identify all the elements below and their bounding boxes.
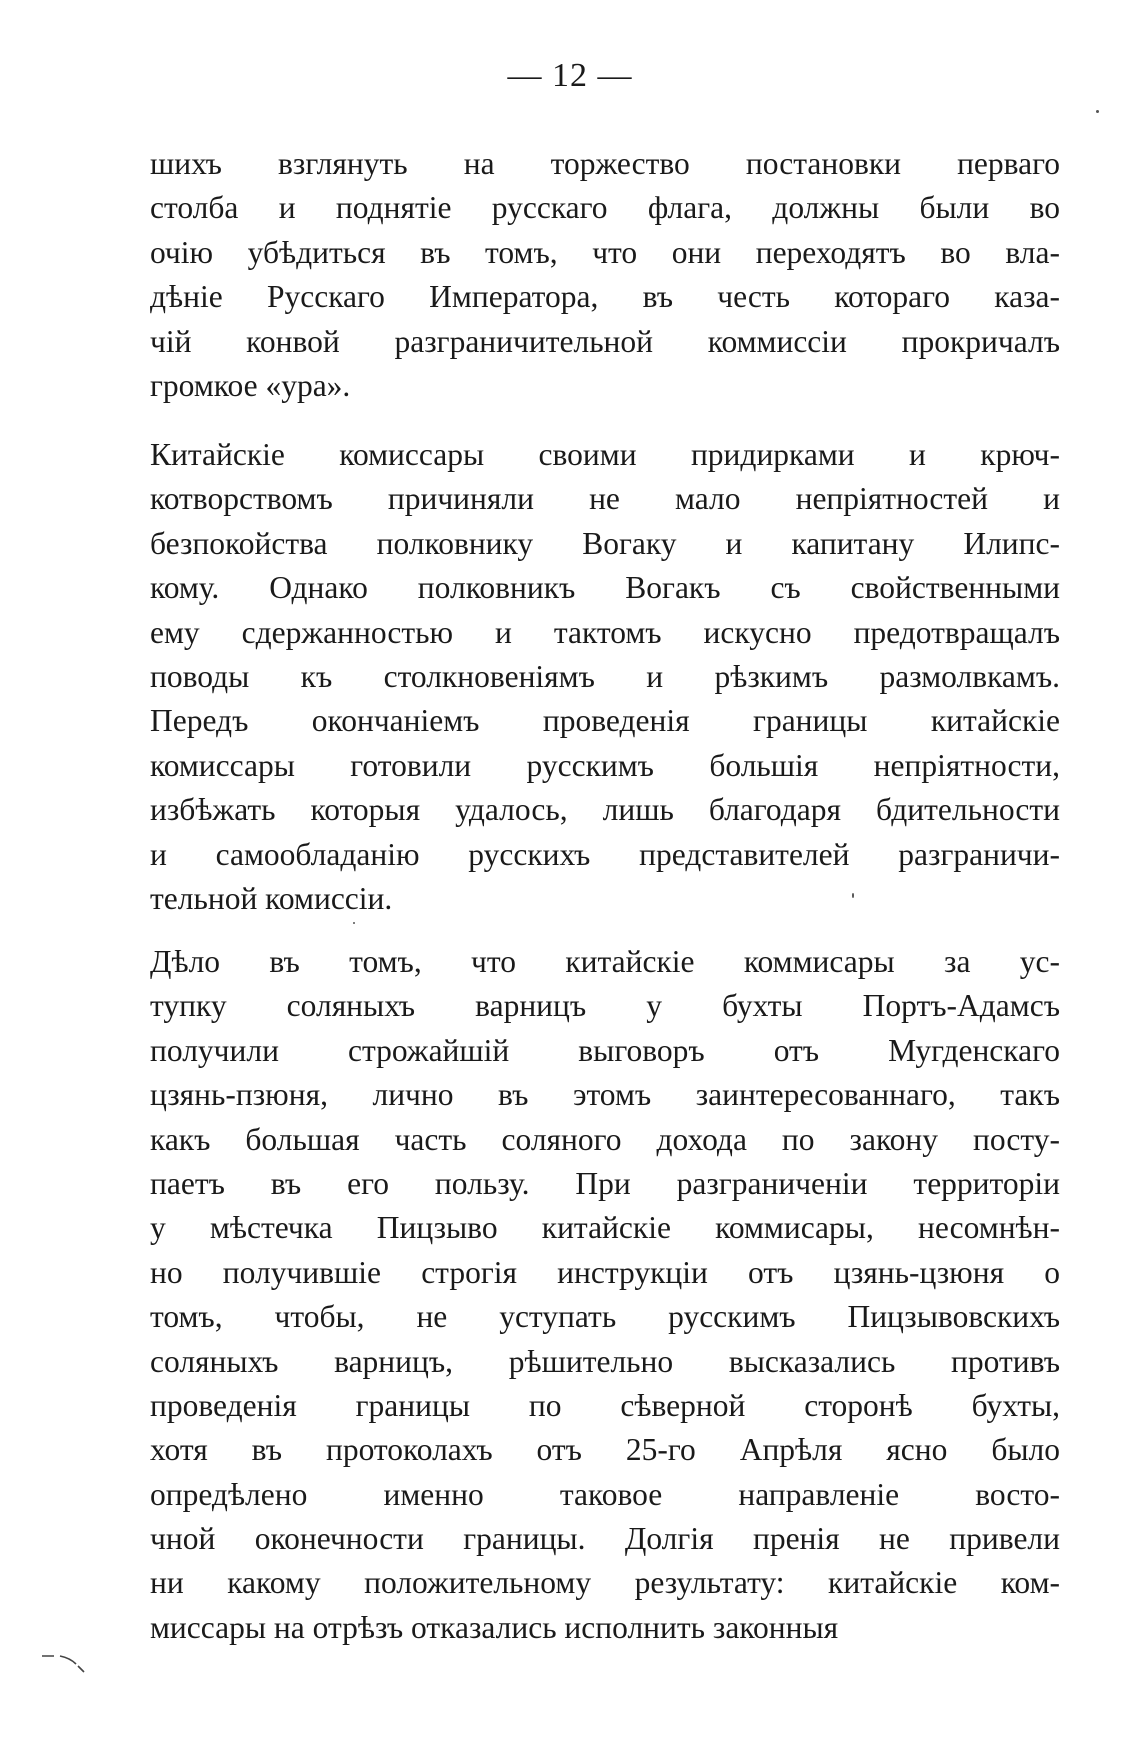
text-line: хотя въ протоколахъ отъ 25-го Апрѣля ясно было — [150, 1432, 1060, 1468]
text-line: паетъ въ его пользу. При разграниченіи территоріи — [150, 1165, 1060, 1201]
text-line: тупку соляныхъ варницъ у бухты Портъ-Адамсъ — [150, 988, 1060, 1024]
text-line: получили строжайшій выговоръ отъ Мугденскаго — [150, 1032, 1060, 1068]
text-line: чій конвой разграничительной коммиссіи прокричалъ — [150, 323, 1060, 359]
text-line: какъ большая часть соляного дохода по закону посту- — [150, 1121, 1060, 1157]
speck-mark — [1096, 110, 1099, 113]
text-line: шихъ взглянуть на торжество постановки перваго — [150, 146, 1060, 181]
text-line: опредѣлено именно таковое направленіе восто- — [150, 1476, 1060, 1512]
text-line: дѣніе Русскаго Императора, въ честь котораго каза- — [150, 279, 1060, 315]
text-line: комиссары готовили русскимъ большія непріятности, — [150, 747, 1060, 783]
stray-ink-mark — [40, 1650, 90, 1674]
paragraph-3 — [150, 940, 1060, 1650]
text-line: кому. Однако полковникъ Вогакъ съ свойственными — [150, 570, 1060, 606]
text-line: котворствомъ причиняли не мало непріятностей и — [150, 481, 1060, 517]
paragraph-1 — [150, 142, 1060, 408]
text-line: соляныхъ варницъ, рѣшительно высказались противъ — [150, 1343, 1060, 1379]
text-line: чной оконечности границы. Долгія пренія не привели — [150, 1521, 1060, 1557]
text-line: миссары на отрѣзъ отказались исполнить законныя — [150, 1609, 839, 1645]
text-line: Передъ окончаніемъ проведенія границы китайскіе — [150, 703, 1060, 739]
text-line: громкое «ура». — [150, 367, 351, 403]
text-line: у мѣстечка Пицзыво китайскіе коммисары, несомнѣн- — [150, 1210, 1060, 1246]
text-line: столба и поднятіе русскаго флага, должны были во — [150, 190, 1060, 226]
text-line: цзянь-пзюня, лично въ этомъ заинтересованнаго, такъ — [150, 1077, 1060, 1113]
text-line: поводы къ столкновеніямъ и рѣзкимъ размолвкамъ. — [150, 658, 1060, 694]
text-line: томъ, чтобы, не уступать русскимъ Пицзывовскихъ — [150, 1299, 1060, 1335]
text-line: ему сдержанностью и тактомъ искусно предотвращалъ — [150, 614, 1060, 650]
text-line: избѣжать которыя удалось, лишь благодаря бдительности — [150, 792, 1060, 828]
text-line: но получившіе строгія инструкціи отъ цзянь-цзюня о — [150, 1254, 1060, 1290]
text-line: проведенія границы по сѣверной сторонѣ бухты, — [150, 1387, 1060, 1423]
speck-mark — [353, 922, 355, 924]
text-line: очію убѣдиться въ томъ, что они переходятъ во вла- — [150, 234, 1060, 270]
paragraph-2 — [150, 433, 1060, 921]
page-number: — 12 — — [507, 57, 633, 94]
text-line: Дѣло въ томъ, что китайскіе коммисары за ус- — [150, 944, 1060, 979]
speck-mark — [852, 893, 854, 898]
text-line: ни какому положительному результату: китайскіе ком- — [150, 1565, 1060, 1601]
text-line: и самообладанію русскихъ представителей разграничи- — [150, 836, 1060, 872]
text-line: тельной комиссіи. — [150, 880, 393, 916]
text-line: безпокойства полковнику Вогаку и капитану Илипс- — [150, 525, 1060, 561]
text-line: Китайскіе комиссары своими придирками и крюч- — [150, 437, 1060, 472]
